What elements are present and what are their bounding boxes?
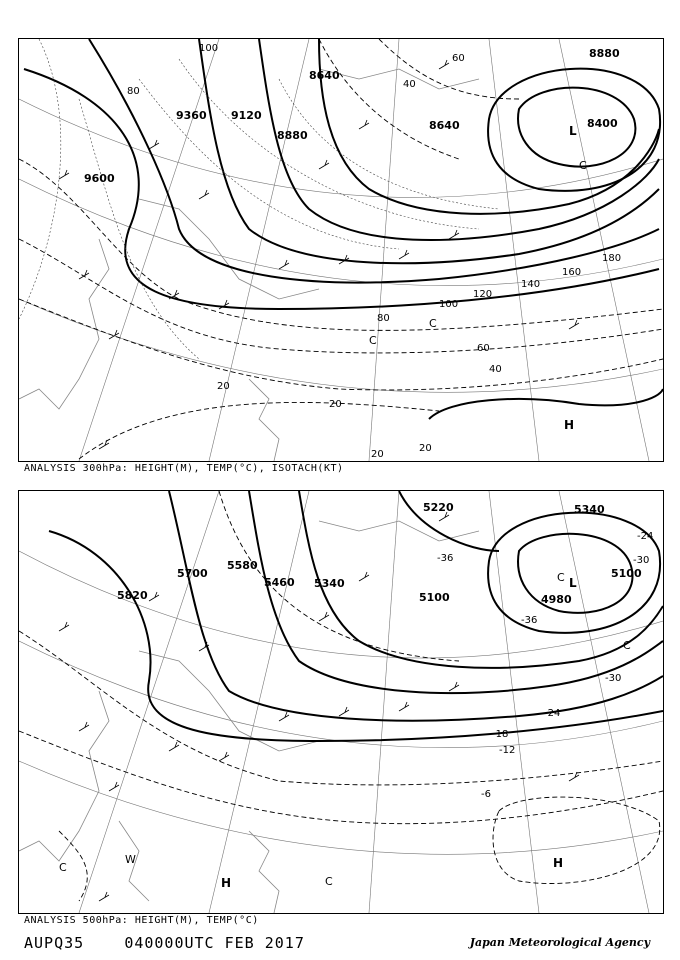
height-label: 9120 [231,109,262,122]
isotach-label: 20 [217,381,230,392]
map-300hpa [19,39,663,461]
warm-mark: W [125,853,136,866]
temp-label: -6 [481,789,491,800]
height-label: 5340 [314,577,345,590]
height-label: 8640 [429,119,460,132]
height-label: 9360 [176,109,207,122]
height-label: 5700 [177,567,208,580]
wind-barbs [59,512,579,901]
coastline [19,69,479,461]
temp-label: -36 [521,615,538,626]
isotach-label: 80 [127,86,140,97]
low-center: L [569,124,577,138]
cold-mark: C [579,159,587,172]
isotach-label: 60 [477,343,490,354]
isotach-label: 40 [489,364,502,375]
isotach-label: 100 [199,43,219,54]
high-center: H [564,418,575,432]
isotach-label: 180 [602,253,622,264]
isotach-label: 40 [403,79,416,90]
temp-label: -30 [633,555,650,566]
isotach-label: 100 [439,299,459,310]
high-center: H [553,856,564,870]
height-label: 5820 [117,589,148,602]
cold-warm-marks [369,159,587,347]
height-labels [117,501,642,606]
map-500hpa [19,491,663,913]
height-contours [49,491,663,741]
height-label: 5340 [574,503,605,516]
temp-label: -24 [637,531,654,542]
height-label: 5580 [227,559,258,572]
height-labels [84,47,620,185]
cold-mark: C [623,639,631,652]
cold-mark: C [369,334,377,347]
height-label: 8880 [277,129,308,142]
isotach-label: 80 [377,313,390,324]
caption-300hpa: ANALYSIS 300hPa: HEIGHT(M), TEMP(°C), ISOTACH(KT) [24,463,344,474]
cold-mark: C [325,875,333,888]
isotach-label: 120 [473,289,493,300]
graticule [19,491,663,913]
isotach-label: 20 [329,399,342,410]
agency-name: Japan Meteorological Agency [469,936,650,949]
coastline [19,521,479,913]
temp-contours [19,491,663,901]
height-label: 8880 [589,47,620,60]
caption-500hpa: ANALYSIS 500hPa: HEIGHT(M), TEMP(°C) [24,915,259,926]
height-label: 8640 [309,69,340,82]
temp-label: -36 [437,553,454,564]
isotach-label: 140 [521,279,541,290]
height-contours [24,39,663,419]
isotach-label: 160 [562,267,582,278]
height-label: 5220 [423,501,454,514]
isotach-label: 20 [419,443,432,454]
chart-500hpa [18,490,664,914]
low-center: L [569,576,577,590]
temp-contours [19,39,499,359]
height-label: 4980 [541,593,572,606]
temp-label: -30 [605,673,622,684]
height-label: 8400 [587,117,618,130]
chart-id [24,934,305,952]
cold-mark: C [557,571,565,584]
isotach-label: 20 [371,449,384,460]
graticule [19,39,663,461]
isotach-labels [127,43,621,460]
temp-label: -24 [544,708,561,719]
temp-label: -18 [492,729,509,740]
isotach-label: 60 [452,53,465,64]
isotachs [19,39,663,459]
cold-mark: C [429,317,437,330]
height-label: 5100 [419,591,450,604]
chart-time: 040000UTC FEB 2017 [124,934,305,952]
height-label: 5100 [611,567,642,580]
height-label: 5460 [264,576,295,589]
height-label: 9600 [84,172,115,185]
cold-mark: C [59,861,67,874]
chart-code: AUPQ35 [24,934,85,952]
high-center: H [221,876,232,890]
temp-label: -12 [499,745,516,756]
chart-300hpa [18,38,664,462]
pressure-centers [564,124,577,432]
